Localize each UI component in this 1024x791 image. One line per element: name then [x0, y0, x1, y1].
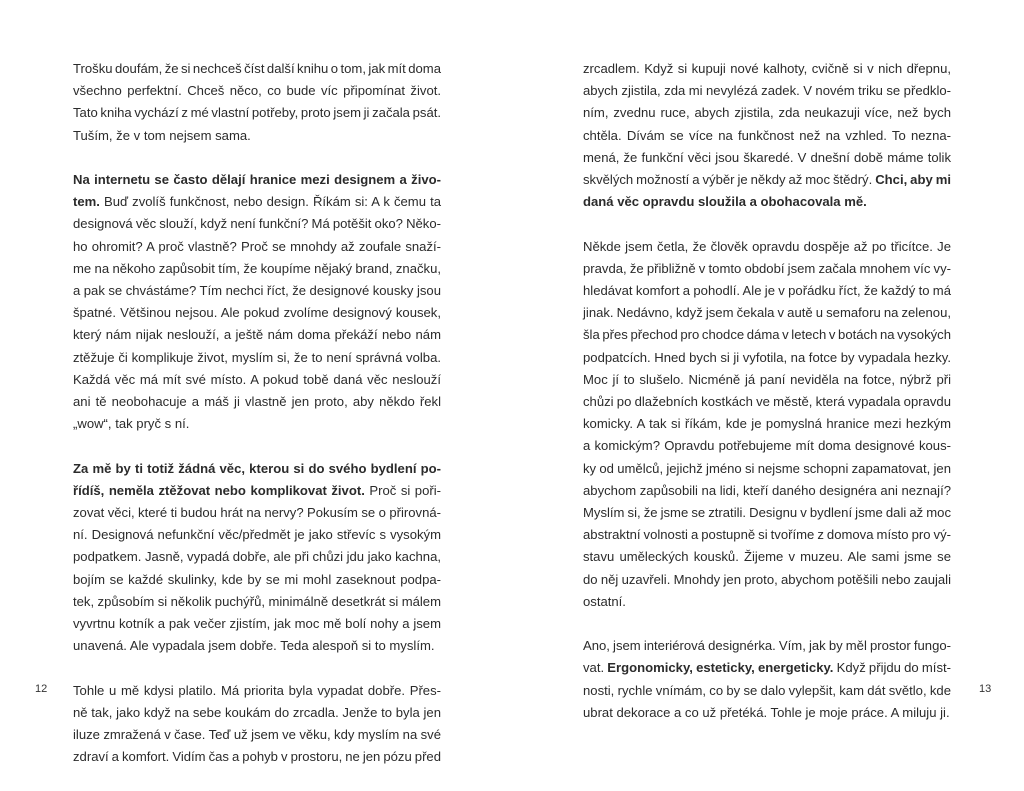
text-line	[583, 480, 951, 502]
paragraph	[73, 680, 441, 769]
text-run: zovat věci, které ti budou hrát na nervy? Pokusím se o přirovná-	[73, 505, 441, 521]
text-run: všechno perfektní. Chceš něco, co bude víc připomínat život.	[73, 83, 441, 99]
paragraph	[73, 169, 441, 435]
text-line	[73, 524, 441, 546]
text-line	[73, 280, 441, 302]
text-run: hledávat komfort a pohodlí. Ale je v pořádku říct, že každý to má	[583, 283, 951, 299]
text-run: designová věc slouží, když není funkční? Má potěšit oko? Něko-	[73, 216, 441, 232]
text-run: šla přes přechod pro chodce dáma v letech v botách na vysokých	[583, 327, 951, 343]
right-page-body	[583, 58, 951, 746]
text-line	[73, 58, 441, 80]
text-line	[583, 591, 951, 613]
text-run: Buď zvolíš funkčnost, nebo design. Říkám si: A k čemu ta	[104, 194, 441, 210]
text-run: unavená. Ale vypadala jsem dobře. Teda alespoň si to myslím.	[73, 638, 435, 654]
text-line	[583, 102, 951, 124]
text-run: ní. Designová nefunkční věc/předmět je jako střevíc s vysokým	[73, 527, 441, 543]
text-run: který nám nijak neslouží, a ještě nám doma překáží nebo nám	[73, 327, 441, 343]
bold-text-run: daná věc opravdu sloužila a obohacovala mě.	[583, 194, 867, 210]
text-run: podpatcích. Hned bych si ji vyfotila, na fotce by vypadala hezky.	[583, 349, 951, 365]
text-run: Tato kniha vychází z mé vlastní potřeby, proto jsem ji začala psát.	[73, 105, 441, 121]
bold-text-run: Na internetu se často dělají hranice mezi designem a živo-	[73, 172, 441, 187]
text-line	[583, 680, 951, 702]
text-line	[73, 102, 441, 124]
text-line	[583, 391, 951, 413]
text-run: Každá věc má mít své místo. A pokud tobě daná věc neslouží	[73, 371, 441, 387]
bold-text-run: Za mě by ti totiž žádná věc, kterou si do svého bydlení po-	[73, 460, 441, 476]
text-run: a komickým? Opravdu potřebujeme mít doma designové kous-	[583, 438, 951, 454]
text-line	[583, 546, 951, 568]
text-line	[73, 236, 441, 258]
text-line	[73, 635, 441, 657]
text-line	[583, 324, 951, 346]
text-run: bojím se každé skulinky, kde by se mi mohl zaseknout podpa-	[73, 571, 441, 587]
text-line	[73, 80, 441, 102]
text-run: ky od umělců, jejichž jméno si nejsme schopni zapamatovat, jen	[583, 460, 951, 476]
text-run: Proč si poři-	[369, 482, 441, 498]
text-run: ostatní.	[583, 593, 626, 609]
left-page-body	[73, 58, 441, 791]
text-run: Moc jí to slušelo. Nicméně já paní neviděla na fotce, nýbrž při	[583, 371, 951, 387]
page-number-left: 12	[35, 683, 48, 695]
text-line	[73, 724, 441, 746]
text-line	[73, 191, 441, 213]
text-line	[583, 125, 951, 147]
text-line	[73, 591, 441, 613]
text-run: vyvrtnu kotník a pak večer zjistím, jak moc mě bolí nohy a jsem	[73, 616, 441, 632]
text-line	[73, 746, 441, 768]
text-line	[583, 236, 951, 258]
text-line	[583, 302, 951, 324]
text-run: ztěžuje či komplikuje život, myslím si, že to není správná volba.	[73, 349, 441, 365]
text-run: Někde jsem četla, že člověk opravdu dospěje až po třicítce. Je	[583, 238, 951, 254]
text-run: Když přijdu do míst-	[836, 660, 951, 676]
left-page	[0, 0, 512, 765]
text-line	[73, 546, 441, 568]
text-line	[583, 702, 951, 724]
text-line	[73, 613, 441, 635]
bold-text-run: řídíš, neměla ztěžovat nebo komplikovat život.	[73, 482, 365, 498]
text-run: podpatkem. Jasně, vypadá dobře, ale při chůzi jdu jako kachna,	[73, 549, 441, 565]
text-run: zrcadlem. Když si kupuji nové kalhoty, cvičně si v nich dřepnu,	[583, 61, 951, 76]
text-line	[73, 702, 441, 724]
text-line	[583, 280, 951, 302]
text-line	[583, 502, 951, 524]
text-run: špatné. Většinou nejsou. Ale pokud zvolíme designový kousek,	[73, 305, 441, 321]
text-line	[583, 413, 951, 435]
text-run: „wow“, tak pryč s ní.	[73, 416, 190, 432]
text-run: pravda, že přibližně v tomto období jsem začala mnohem víc vy-	[583, 260, 951, 276]
text-line	[583, 657, 951, 679]
text-line	[583, 635, 951, 657]
text-run: abstraktní volnosti a postupně si tvoříme z domova místo pro vý-	[583, 527, 951, 543]
text-run: abychom zapůsobili na lidi, kteří daného designéra ani neznají?	[583, 482, 951, 498]
text-run: Ano, jsem interiérová designérka. Vím, jak by měl prostor fungo-	[583, 638, 951, 654]
text-line	[73, 391, 441, 413]
bold-text-run: Chci, aby mi	[875, 172, 951, 188]
text-line	[73, 502, 441, 524]
text-run: me na někoho zapůsobit tím, že koupíme nějaký brand, značku,	[73, 260, 441, 276]
text-line	[73, 302, 441, 324]
text-line	[583, 458, 951, 480]
text-line	[73, 125, 441, 147]
text-line	[73, 213, 441, 235]
text-line	[73, 413, 441, 435]
text-run: Myslím si, že jsme se ztratili. Designu v bydlení jsme dali až moc	[583, 505, 951, 521]
text-run: chtěla. Dívám se více na funkčnost než na vzhled. To nezna-	[583, 127, 951, 143]
text-line	[583, 347, 951, 369]
text-run: tek, způsobím si několik puchýřů, minimálně desetkrát si málem	[73, 593, 441, 609]
text-run: do něj uzavřeli. Mnohdy jen proto, abychom potěšili nebo zaujali	[583, 571, 951, 587]
text-run: nosti, rychle vnímám, co by se dalo vylepšit, kam dát světlo, kde	[583, 682, 951, 698]
text-run: a pak se chvástáme? Tím nechci říct, že designové kousky jsou	[73, 283, 441, 299]
text-line	[73, 569, 441, 591]
text-line	[583, 369, 951, 391]
text-run: ani tě neobohacuje a máš ji vlastně jen proto, aby někdo řekl	[73, 394, 441, 410]
page-number-right: 13	[979, 683, 992, 695]
paragraph	[73, 58, 441, 147]
bold-text-run: Ergonomicky, esteticky, energeticky.	[607, 660, 834, 676]
paragraph	[583, 58, 951, 213]
text-line	[583, 147, 951, 169]
text-line	[583, 58, 951, 80]
text-run: vat.	[583, 660, 605, 676]
text-line	[583, 80, 951, 102]
text-run: stavu uměleckých kousků. Žijeme v muzeu. Ale sami jsme se	[583, 549, 951, 565]
text-run: ním, zvednu ruce, abych zjistila, zda neukazuji více, než bych	[583, 105, 951, 121]
text-line	[73, 258, 441, 280]
text-line	[73, 369, 441, 391]
paragraph	[73, 458, 441, 658]
paragraph	[583, 236, 951, 613]
text-line	[73, 458, 441, 480]
right-page	[512, 0, 1024, 724]
text-line	[583, 524, 951, 546]
text-line	[73, 169, 441, 191]
text-line	[583, 569, 951, 591]
text-run: ně tak, jako když na sebe koukám do zrcadla. Jenže to byla jen	[73, 704, 441, 720]
text-run: ho ohromit? A proč vlastně? Proč se mnohdy až zoufale snaží-	[73, 238, 441, 254]
text-run: Tohle u mě kdysi platilo. Má priorita byla vypadat dobře. Přes-	[73, 682, 441, 698]
text-line	[73, 347, 441, 369]
text-run: Tuším, že v tom nejsem sama.	[73, 127, 251, 143]
text-run: jinak. Nedávno, když jsem čekala v autě u semaforu na zelenou,	[583, 305, 951, 321]
text-run: iluze zmražená v čase. Teď už jsem ve věku, kdy myslím na své	[73, 727, 441, 743]
text-run: komicky. A tak si říkám, kde je pomyslná hranice mezi hezkým	[583, 416, 951, 432]
text-line	[583, 191, 951, 213]
text-run: zdraví a komfort. Vidím čas a pohyb v prostoru, ne jen pózu před	[73, 749, 441, 765]
bold-text-run: tem.	[73, 194, 100, 210]
text-run: abych zjistila, zda mi nevylézá zadek. V novém triku se předklo-	[583, 83, 951, 99]
text-line	[73, 324, 441, 346]
text-run: mená, že funkční věci jsou škaredé. V dnešní době máme tolik	[583, 149, 951, 165]
text-run: skvělých možností a výběr je někdy až moc štědrý.	[583, 172, 873, 188]
paragraph	[583, 635, 951, 724]
text-run: Trošku doufám, že si nechceš číst další knihu o tom, jak mít doma	[73, 61, 441, 76]
text-line	[583, 258, 951, 280]
text-line	[583, 169, 951, 191]
text-run: chůzi po dlažebních kostkách ve městě, která vypadala opravdu	[583, 394, 951, 410]
text-line	[583, 435, 951, 457]
text-line	[73, 480, 441, 502]
text-run: ubrat dekorace a co už přetéká. Tohle je moje práce. A miluju ji.	[583, 704, 950, 720]
text-line	[73, 680, 441, 702]
